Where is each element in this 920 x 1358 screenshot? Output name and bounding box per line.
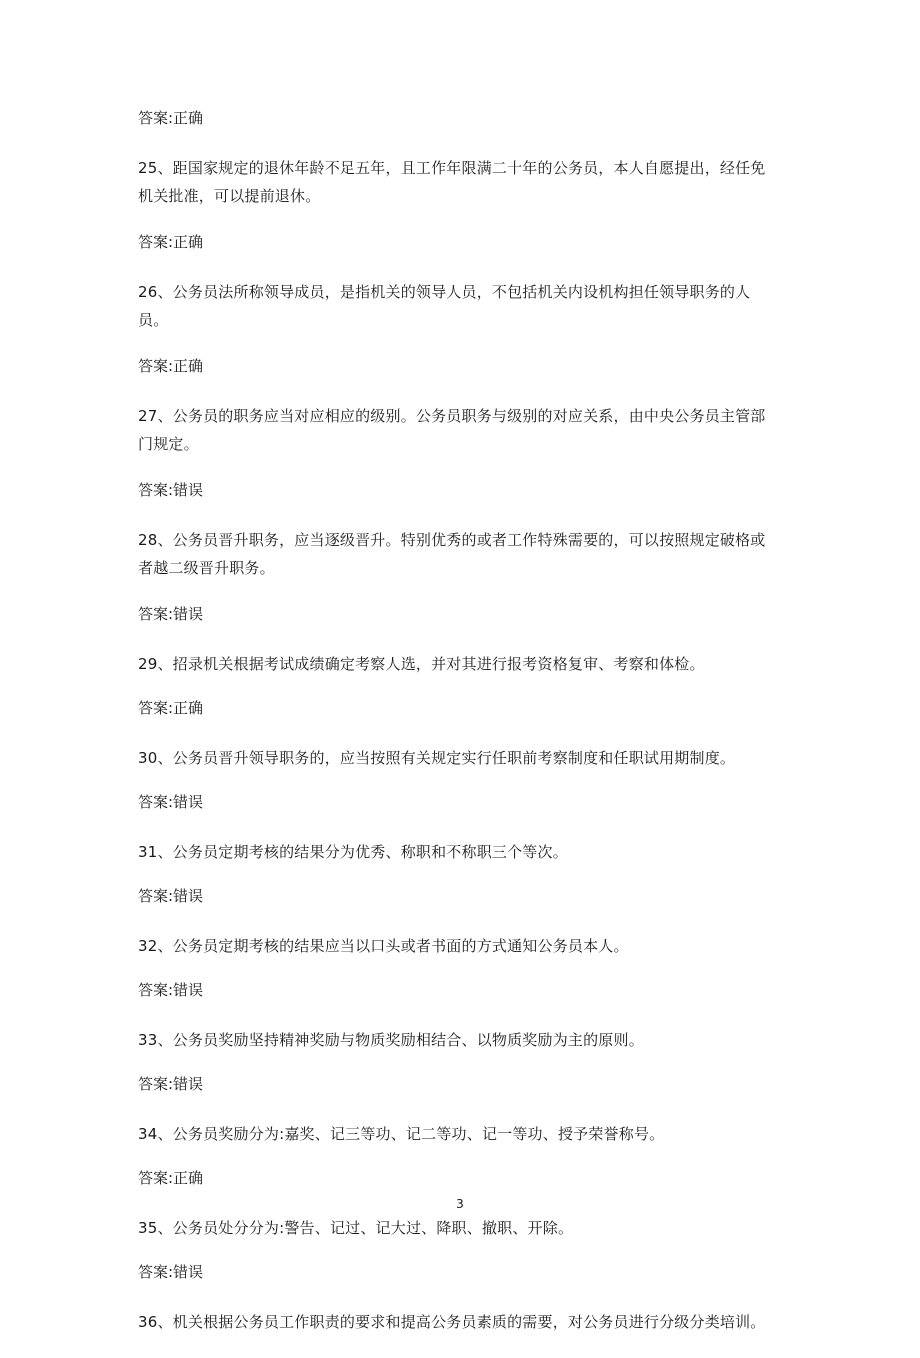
answer-line: 答案:错误 <box>138 1263 204 1281</box>
answer-line: 答案:错误 <box>138 793 204 811</box>
answer-line: 答案:正确 <box>138 699 204 717</box>
question-item: 35、公务员处分分为:警告、记过、记大过、降职、撤职、开除。 <box>138 1219 574 1237</box>
question-item: 28、公务员晋升职务，应当逐级晋升。特别优秀的或者工作特殊需要的，可以按照规定破格或者越二级晋升职务。 <box>138 531 766 577</box>
question-item: 25、距国家规定的退休年龄不足五年，且工作年限满二十年的公务员，本人自愿提出，经任免机关批准，可以提前退休。 <box>138 159 766 205</box>
answer-line: 答案:正确 <box>138 1169 204 1187</box>
answer-line: 答案:正确 <box>138 109 204 127</box>
answer-line: 答案:错误 <box>138 1075 204 1093</box>
question-item: 34、公务员奖励分为:嘉奖、记三等功、记二等功、记一等功、授予荣誉称号。 <box>138 1125 665 1143</box>
question-item: 31、公务员定期考核的结果分为优秀、称职和不称职三个等次。 <box>138 843 568 861</box>
question-item: 33、公务员奖励坚持精神奖励与物质奖励相结合、以物质奖励为主的原则。 <box>138 1031 644 1049</box>
answer-line: 答案:正确 <box>138 233 204 251</box>
question-list <box>138 108 778 1358</box>
question-item: 29、招录机关根据考试成绩确定考察人选，并对其进行报考资格复审、考察和体检。 <box>138 655 705 673</box>
question-item: 26、公务员法所称领导成员，是指机关的领导人员，不包括机关内设机构担任领导职务的人员。 <box>138 283 751 329</box>
question-item: 36、机关根据公务员工作职责的要求和提高公务员素质的需要，对公务员进行分级分类培训。 <box>138 1313 766 1331</box>
page-number: 3 <box>456 1197 464 1211</box>
question-item: 32、公务员定期考核的结果应当以口头或者书面的方式通知公务员本人。 <box>138 937 629 955</box>
answer-line: 答案:错误 <box>138 887 204 905</box>
question-item: 30、公务员晋升领导职务的，应当按照有关规定实行任职前考察制度和任职试用期制度。 <box>138 749 736 767</box>
answer-line: 答案:正确 <box>138 357 204 375</box>
answer-line: 答案:错误 <box>138 481 204 499</box>
answer-line: 答案:错误 <box>138 981 204 999</box>
answer-line: 答案:错误 <box>138 605 204 623</box>
question-item: 27、公务员的职务应当对应相应的级别。公务员职务与级别的对应关系，由中央公务员主管部门规定。 <box>138 407 766 453</box>
